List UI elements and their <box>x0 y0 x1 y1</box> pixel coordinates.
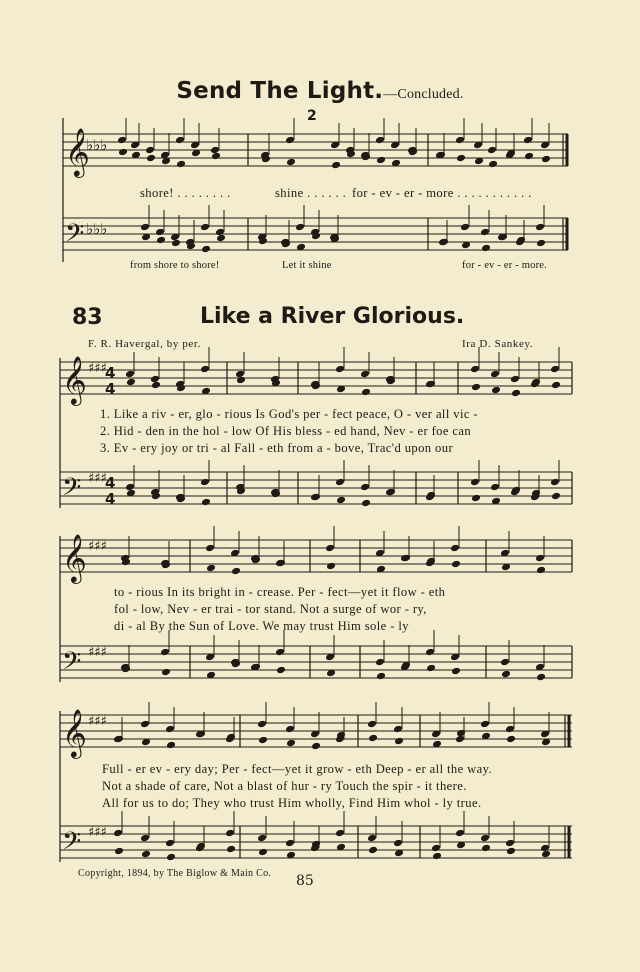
note-head <box>311 742 321 751</box>
note-head <box>210 146 220 155</box>
note-head <box>215 228 225 237</box>
note-head <box>376 672 386 681</box>
note-head <box>451 560 461 569</box>
s2-verse-1: to - rious In its bright in - crease. Per - fect—yet it flow - eth <box>114 585 446 599</box>
note-head <box>432 852 442 861</box>
note-head <box>450 544 460 553</box>
note-head <box>480 720 490 729</box>
note-head <box>535 554 545 563</box>
svg-text:♯♯♯: ♯♯♯ <box>88 471 107 486</box>
top-lyric-upper-2: shine . . . . . . <box>275 186 347 200</box>
note-head <box>258 736 268 745</box>
note-head <box>331 161 341 170</box>
note-head <box>505 839 515 848</box>
note-head <box>506 847 516 856</box>
svg-text:♯♯♯: ♯♯♯ <box>88 825 107 840</box>
hymn-author: F. R. Havergal, by per. <box>88 338 201 350</box>
note-head <box>325 544 335 553</box>
clefs <box>62 127 115 862</box>
note-head <box>360 370 370 379</box>
note-head <box>166 853 176 862</box>
note-head <box>490 370 500 379</box>
svg-text:𝄢: 𝄢 <box>62 827 82 862</box>
svg-text:♭♭♭: ♭♭♭ <box>86 136 108 154</box>
svg-text:𝄞: 𝄞 <box>62 533 87 582</box>
note-head <box>361 499 371 508</box>
svg-text:♯♯♯: ♯♯♯ <box>88 714 107 729</box>
note-head <box>541 850 551 859</box>
note-head <box>425 648 435 657</box>
note-head <box>295 223 305 232</box>
note-head <box>488 160 498 169</box>
top-lyric-upper-3: for - ev - er - more . . . . . . . . . . . <box>352 186 532 200</box>
note-head <box>200 223 210 232</box>
note-head <box>451 667 461 676</box>
note-head <box>161 668 171 677</box>
svg-text:4: 4 <box>105 490 116 508</box>
note-head <box>535 223 545 232</box>
note-head <box>236 376 246 385</box>
note-head <box>276 666 286 675</box>
hymn-composer: Ira D. Sankey. <box>462 338 534 350</box>
note-head <box>165 725 175 734</box>
note-head <box>368 734 378 743</box>
note-head <box>491 386 501 395</box>
svg-text:𝄞: 𝄞 <box>62 708 87 757</box>
note-head <box>376 156 386 165</box>
note-head <box>455 829 465 838</box>
note-head <box>286 158 296 167</box>
note-head <box>275 648 285 657</box>
svg-text:4: 4 <box>105 380 116 398</box>
hymn-number: 83 <box>72 305 103 330</box>
concluded-title-subtitle: —Concluded. <box>383 87 464 102</box>
note-head <box>360 483 370 492</box>
note-head <box>146 154 156 163</box>
svg-text:𝄞: 𝄞 <box>65 127 90 176</box>
note-head <box>114 847 124 856</box>
note-heads <box>113 136 561 862</box>
note-head <box>550 365 560 374</box>
concluded-title-main: Send The Light. <box>176 78 384 104</box>
note-head <box>550 478 560 487</box>
note-head <box>118 148 128 157</box>
hymn-title: Like a River Glorious. <box>200 304 465 329</box>
note-head <box>367 834 377 843</box>
note-head <box>367 720 377 729</box>
note-head <box>201 498 211 507</box>
note-head <box>216 234 226 243</box>
s3-verse-1: Full - er ev - ery day; Per - fect—yet it grow - eth Deep - er all the way. <box>102 762 493 776</box>
note-head <box>165 839 175 848</box>
note-head <box>156 236 166 245</box>
note-head <box>375 658 385 667</box>
s1-verse-3: 3. Ev - ery joy or tri - al Fall - eth from a - bove, Trac'd upon our <box>100 441 454 455</box>
note-head <box>456 154 466 163</box>
note-head <box>140 223 150 232</box>
note-head <box>506 735 516 744</box>
note-head <box>335 478 345 487</box>
note-head <box>480 834 490 843</box>
note-head <box>285 136 295 145</box>
note-head <box>206 564 216 573</box>
note-head <box>211 152 221 161</box>
note-head <box>480 228 490 237</box>
note-head <box>326 562 336 571</box>
note-head <box>285 725 295 734</box>
note-head <box>226 845 236 854</box>
note-head <box>470 365 480 374</box>
note-head <box>523 136 533 145</box>
svg-text:♯♯♯: ♯♯♯ <box>88 539 107 554</box>
note-head <box>125 483 135 492</box>
svg-text:4: 4 <box>105 474 116 492</box>
note-head <box>117 136 127 145</box>
svg-text:𝄞: 𝄞 <box>62 355 87 404</box>
note-head <box>460 223 470 232</box>
note-head <box>551 381 561 390</box>
note-head <box>171 239 181 248</box>
note-head <box>455 136 465 145</box>
s3-verse-3: All for us to do; They who trust Him wholly, Find Him whol - ly true. <box>102 796 482 810</box>
note-head <box>524 152 534 161</box>
note-head <box>286 739 296 748</box>
note-head <box>335 829 345 838</box>
note-head <box>258 848 268 857</box>
note-head <box>285 839 295 848</box>
note-head <box>490 483 500 492</box>
note-head <box>536 673 546 682</box>
note-head <box>375 136 385 145</box>
note-head <box>481 844 491 853</box>
note-head <box>551 492 561 501</box>
page-number: 85 <box>296 873 314 889</box>
note-head <box>368 846 378 855</box>
note-head <box>500 658 510 667</box>
note-head <box>200 365 210 374</box>
s1-verse-1: 1. Like a riv - er, glo - rious Is God's per - fect peace, O - ver all vic - <box>100 407 479 421</box>
note-head <box>113 829 123 838</box>
note-head <box>536 566 546 575</box>
note-head <box>487 146 497 155</box>
note-head <box>393 725 403 734</box>
note-head <box>140 834 150 843</box>
note-head <box>431 844 441 853</box>
note-head <box>257 720 267 729</box>
note-head <box>125 370 135 379</box>
s2-bass-staff <box>60 646 572 678</box>
note-head <box>200 478 210 487</box>
note-head <box>155 228 165 237</box>
note-head <box>126 378 136 387</box>
top-lyric-upper-1: shore! . . . . . . . . <box>140 186 231 200</box>
svg-text:𝄢: 𝄢 <box>62 647 82 682</box>
svg-text:♯♯♯: ♯♯♯ <box>88 361 107 376</box>
note-head <box>336 496 346 505</box>
note-head <box>205 544 215 553</box>
note-head <box>470 478 480 487</box>
note-head <box>501 670 511 679</box>
note-head <box>231 567 241 576</box>
measure-number: 2 <box>307 108 317 124</box>
note-head <box>540 844 550 853</box>
top-lyric-lower-3: for - ev - er - more. <box>462 260 547 271</box>
note-head <box>511 389 521 398</box>
note-head <box>145 146 155 155</box>
s2-verse-3: di - al By the Sun of Love. We may trust Him sole - ly <box>114 619 409 633</box>
svg-text:♭♭♭: ♭♭♭ <box>86 220 108 238</box>
svg-text:4: 4 <box>105 364 116 382</box>
note-head <box>150 375 160 384</box>
note-head <box>166 741 176 750</box>
svg-text:♯♯♯: ♯♯♯ <box>88 645 107 660</box>
top-lyric-lower-2: Let it shine <box>282 260 332 271</box>
note-head <box>471 383 481 392</box>
note-head <box>541 155 551 164</box>
note-head <box>151 381 161 390</box>
note-head <box>394 737 404 746</box>
note-head <box>361 388 371 397</box>
note-head <box>536 239 546 248</box>
top-lyric-lower-1: from shore to shore! <box>130 260 220 271</box>
note-head <box>175 136 185 145</box>
note-head <box>393 839 403 848</box>
note-head <box>510 375 520 384</box>
s2-verse-2: fol - low, Nev - er trai - tor stand. Not a surge of wor - ry, <box>114 602 427 616</box>
s3-verse-2: Not a shade of care, Not a blast of hur - ry Touch the spir - it there. <box>102 779 467 793</box>
note-head <box>481 244 491 253</box>
s1-verse-2: 2. Hid - den in the hol - low Of His bless - ed hand, Nev - er foe can <box>100 424 472 438</box>
note-head <box>505 725 515 734</box>
note-head <box>225 829 235 838</box>
note-head <box>176 160 186 169</box>
note-head <box>160 648 170 657</box>
note-head <box>201 245 211 254</box>
copyright-notice: Copyright, 1894, by The Biglow & Main Co. <box>78 868 272 879</box>
note-head <box>235 370 245 379</box>
svg-text:𝄢: 𝄢 <box>62 473 82 508</box>
note-head <box>426 664 436 673</box>
note-head <box>141 850 151 859</box>
svg-text:𝄢: 𝄢 <box>65 219 85 254</box>
note-head <box>335 365 345 374</box>
s2-treble-staff <box>60 540 572 572</box>
note-head <box>471 494 481 503</box>
note-head <box>257 834 267 843</box>
note-head <box>140 720 150 729</box>
